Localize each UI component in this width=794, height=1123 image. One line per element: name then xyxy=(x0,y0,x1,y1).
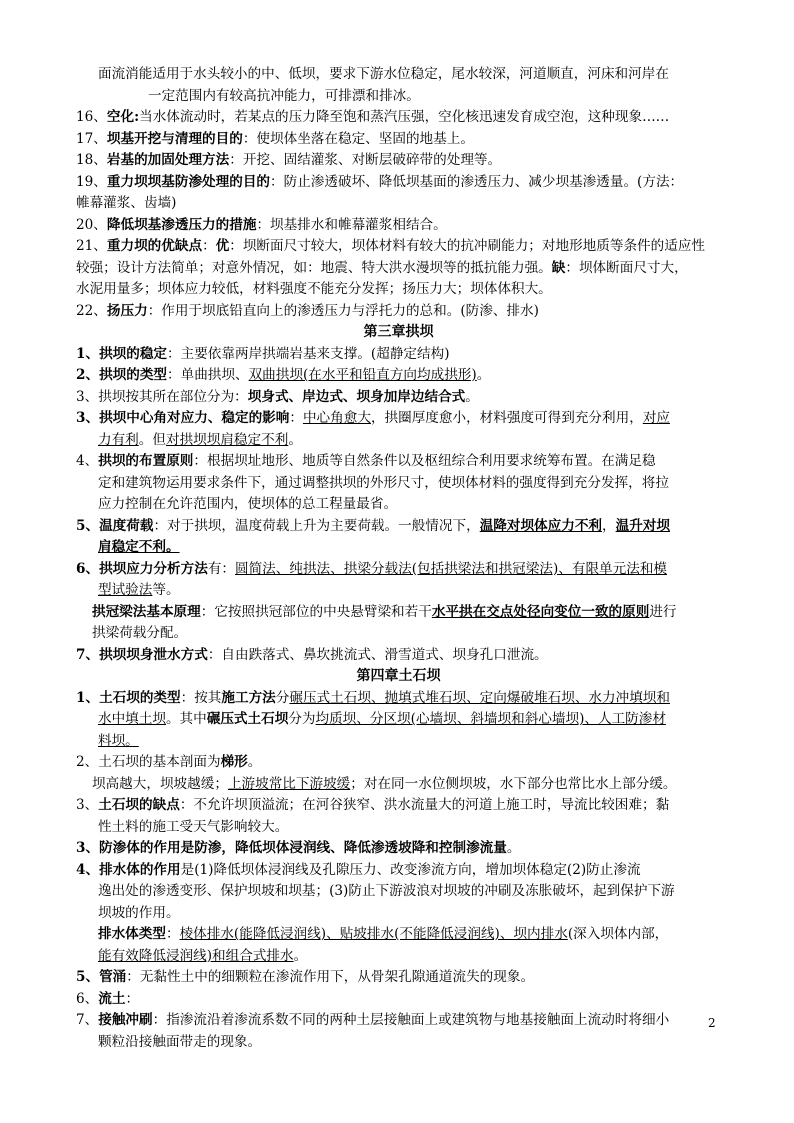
text-line xyxy=(76,107,721,129)
text-run: 7、 xyxy=(76,1012,99,1028)
text-run: 坝坡的作用。 xyxy=(98,904,180,921)
text-run: 第三章拱坝 xyxy=(363,324,434,340)
text-run: 有： xyxy=(207,560,235,577)
text-run: ：单曲拱坝、 xyxy=(167,367,249,383)
text-run: ：坝断面尺寸较大，坝体材料有较大的抗冲刷能力；对地形地质等条件的适应性 xyxy=(229,238,706,254)
text-run: 降低坝基渗透压力的措施 xyxy=(106,216,257,233)
text-run: 中心角愈大 xyxy=(302,410,371,426)
text-run: 均质坝、分区坝(心墙坝、斜墙坝和斜心墙坝)、人工防渗材 xyxy=(315,711,666,727)
text-run: 逸出处的渗透变形、保护坝坡和坝基；(3)防止下游波浪对坝坡的冲刷及冻胀破坏，起到保护下游 xyxy=(98,883,675,899)
text-run: 排水体类型 xyxy=(98,926,166,942)
text-run: ：开挖、固结灌浆、对断层破碎带的处理等。 xyxy=(229,152,502,168)
text-run: 。 xyxy=(465,388,479,405)
text-run: 6、 xyxy=(76,990,99,1007)
text-run: 。 xyxy=(476,367,491,383)
text-run: 4、 xyxy=(76,861,100,878)
text-run: 16、 xyxy=(76,109,107,125)
text-run: 扬压力 xyxy=(106,302,148,319)
text-run: 圆简法、纯拱法、拱梁分载法(包括拱梁法和拱冠梁法)、有限单元法和模 xyxy=(235,560,668,577)
text-run: 等。 xyxy=(152,582,180,598)
text-run: 上游坡常比下游坡缓 xyxy=(227,775,351,792)
text-line xyxy=(76,86,721,108)
text-run: 坝基开挖与清理的目的 xyxy=(106,130,243,147)
text-run: 缺 xyxy=(551,259,566,276)
text-run: ：使坝体坐落在稳定、坚固的地基上。 xyxy=(242,130,474,147)
text-run: 施工方法 xyxy=(221,689,276,706)
text-run: 帷幕灌浆、齿墙) xyxy=(76,195,177,211)
text-run: 拱坝坝身泄水方式 xyxy=(99,646,208,663)
text-run: 进行 xyxy=(649,603,677,620)
text-line xyxy=(76,946,721,968)
text-run: ， xyxy=(602,517,616,534)
text-run: 分为 xyxy=(288,711,316,727)
text-line xyxy=(76,580,721,602)
text-run: 拱坝的布置原则 xyxy=(98,453,194,469)
text-run: ：指渗流沿着渗流系数不同的两种土层接触面上或建筑物与地基接触面上流动时将细小 xyxy=(152,1012,670,1028)
text-line xyxy=(76,408,721,430)
text-run: ： xyxy=(289,410,303,426)
text-run: 1、 xyxy=(76,345,100,362)
text-run: 水平拱在交点处径向变位一致的原则 xyxy=(431,603,650,620)
text-run: ：防止渗透破坏、降低坝基面的渗透压力、减少坝基渗透量。(方法： xyxy=(270,173,684,190)
text-line xyxy=(76,172,721,194)
text-line xyxy=(76,322,721,344)
text-run: 拱坝的稳定 xyxy=(99,345,168,362)
text-run: 坝高越大，坝坡越缓； xyxy=(92,775,228,792)
text-run: 3、拱坝按其所在部位分为： xyxy=(76,388,248,405)
text-line xyxy=(76,688,721,710)
text-run: ：无黏性土中的细颗粒在渗流作用下，从骨架孔隙通道流失的现象。 xyxy=(126,969,535,985)
text-run: 21、 xyxy=(76,238,107,254)
text-run: (深入坝体内部， xyxy=(567,926,669,942)
text-line xyxy=(76,537,721,559)
text-run: 温降对坝体应力不利 xyxy=(479,517,603,534)
text-run: 3、 xyxy=(76,797,99,813)
text-line xyxy=(76,709,721,731)
text-run: ：坝基排水和帷幕灌浆相结合。 xyxy=(256,216,447,233)
text-run: 第四章土石坝 xyxy=(356,668,441,684)
text-run: 2、 xyxy=(76,367,100,383)
text-run: 管涌 xyxy=(99,969,127,985)
text-run: 。 xyxy=(288,431,302,448)
text-run: ：主要依靠两岸拱端岩基来支撑。(超静定结构) xyxy=(167,345,450,362)
text-run: 梯形 xyxy=(220,754,248,770)
text-run: 水中填土坝 xyxy=(98,711,166,727)
text-run: 重力坝坝基防渗处理的目的 xyxy=(106,173,271,190)
text-run: 料坝。 xyxy=(98,732,139,749)
text-run: 温升对坝 xyxy=(615,517,670,534)
text-run: 7、 xyxy=(76,646,100,663)
text-run: 17、 xyxy=(76,130,107,147)
text-run: 分 xyxy=(275,689,290,706)
text-run: 22、 xyxy=(76,302,107,319)
text-line xyxy=(76,602,721,624)
text-run: 是(1)降低坝体浸润线及孔隙压力、改变渗流方向，增加坝体稳定(2)防止渗流 xyxy=(180,861,641,878)
text-line xyxy=(76,903,721,925)
text-run: 能有效降低浸润线)和组合式排水 xyxy=(98,947,294,964)
text-run: 定和建筑物运用要求条件下，通过调整拱坝的外形尺寸，使坝体材料的强度得到充分发挥，将拉 xyxy=(98,474,669,491)
text-run: ，拱圈厚度愈小，材料强度可得到充分利用， xyxy=(370,410,643,426)
text-line xyxy=(76,258,721,280)
text-run: 拱梁荷载分配。 xyxy=(92,625,188,641)
text-run: 较强；设计方法简单；对意外情况，如：地震、特大洪水漫坝等的抵抗能力强。 xyxy=(76,259,552,276)
text-run: 力有利 xyxy=(98,431,139,448)
text-run: 型试验法 xyxy=(98,582,153,598)
text-run: ：作用于坝底铅直向上的渗透压力与浮托力的总和。(防渗、排水) xyxy=(147,302,539,319)
text-run: ：它按照拱冠部位的中央悬臂梁和若干 xyxy=(200,603,432,620)
text-run: 适用于水头较小的中、低坝，要求下游水位稳定，尾水较深，河道顺直，河床和河岸在 xyxy=(152,66,669,82)
text-line xyxy=(76,215,721,237)
text-line xyxy=(76,365,721,387)
text-run: 3、 xyxy=(76,410,100,426)
text-run: ： xyxy=(202,238,216,254)
text-run: 应力控制在允许范围内，使坝体的总工程量最省。 xyxy=(98,496,398,512)
text-line xyxy=(76,860,721,882)
text-run: 5、 xyxy=(76,517,100,534)
text-run: 拱坝的类型 xyxy=(99,367,168,383)
text-run: 一定范围内有较高抗冲能力，可排漂和排冰。 xyxy=(148,87,420,104)
text-line xyxy=(76,279,721,301)
text-run: 对拱坝坝肩稳定不利 xyxy=(165,431,289,448)
text-line xyxy=(76,881,721,903)
text-run: ： xyxy=(165,926,180,942)
text-run: ；对在同一水位侧坝坡，水下部分也常比水上部分缓。 xyxy=(350,775,677,792)
text-line xyxy=(76,623,721,645)
text-line xyxy=(76,451,721,473)
text-run: 双曲拱坝(在水平和铅直方向均成拱形) xyxy=(248,367,477,383)
text-line xyxy=(76,344,721,366)
text-run: 2、土石坝的基本剖面为 xyxy=(76,754,221,770)
text-run: 。 xyxy=(247,754,262,770)
text-line xyxy=(76,774,721,796)
text-run: 碾压式土石坝、抛填式堆石坝、定向爆破堆石坝、水力冲填坝和 xyxy=(289,689,670,706)
text-run: ：坝体断面尺寸大， xyxy=(565,259,688,276)
text-run: 1、 xyxy=(76,689,100,706)
text-run: ： xyxy=(125,990,140,1007)
document-body xyxy=(76,64,721,1053)
text-line xyxy=(76,731,721,753)
text-run: 对应 xyxy=(642,410,670,426)
text-line xyxy=(76,473,721,495)
text-run: 。 xyxy=(293,947,308,964)
text-line xyxy=(76,494,721,516)
text-run: 5、 xyxy=(76,969,100,985)
text-line xyxy=(76,645,721,667)
text-run: 4、 xyxy=(76,453,99,469)
text-run: ：根据坝址地形、地质等自然条件以及枢纽综合利用要求统筹布置。在满足稳 xyxy=(193,453,656,469)
text-line xyxy=(76,193,721,215)
text-line xyxy=(76,967,721,989)
page-number: 2 xyxy=(708,1016,716,1030)
text-line xyxy=(76,430,721,452)
text-run: 。 xyxy=(506,840,521,856)
text-line xyxy=(76,1032,721,1054)
text-run: 拱坝应力分析方法 xyxy=(99,560,208,577)
text-line xyxy=(76,989,721,1011)
text-run: 肩稳定不利。 xyxy=(98,539,180,555)
text-line xyxy=(76,301,721,323)
text-line xyxy=(76,1010,721,1032)
text-run: 土石坝的类型 xyxy=(99,689,181,706)
text-run: 棱体排水(能降低浸润线)、贴坡排水(不能降低浸润线)、坝内排水 xyxy=(179,926,568,942)
text-run: 岩基的加固处理方法 xyxy=(106,152,230,168)
text-run: 空化: xyxy=(106,109,140,125)
text-line xyxy=(76,666,721,688)
text-line xyxy=(76,64,721,86)
text-run: 3、防渗体的作用是防渗，降低坝体浸润线、降低渗透坡降和控制渗流量 xyxy=(76,840,507,856)
text-line xyxy=(76,752,721,774)
text-line xyxy=(76,795,721,817)
text-run: 温度荷载 xyxy=(99,517,154,534)
text-run: ：对于拱坝，温度荷载上升为主要荷载。一般情况下， xyxy=(153,517,480,534)
text-run: 。其中 xyxy=(165,711,207,727)
text-run: ：不允许坝顶溢流；在河谷狭窄、洪水流量大的河道上施工时，导流比较困难；黏 xyxy=(179,797,670,813)
text-run: 面流消能 xyxy=(98,66,153,82)
text-run: 接触冲刷 xyxy=(98,1012,153,1028)
text-run: ：按其 xyxy=(180,689,222,706)
text-run: 土石坝的缺点 xyxy=(98,797,180,813)
text-run: 当水体流动时，若某点的压力降至饱和蒸汽压强，空化核迅速发育成空泡，这种现象…… xyxy=(139,109,670,125)
text-run: 优 xyxy=(215,238,230,254)
text-line xyxy=(76,817,721,839)
text-run: 。但 xyxy=(138,431,166,448)
text-run: 碾压式土石坝 xyxy=(206,711,289,727)
text-line xyxy=(76,236,721,258)
text-line xyxy=(76,387,721,409)
text-run: 排水体的作用 xyxy=(99,861,181,878)
text-run: ：自由跌落式、鼻坎挑流式、滑雪道式、坝身孔口泄流。 xyxy=(207,646,548,663)
text-run: 水泥用量多；坝体应力较低，材料强度不能充分发挥；扬压力大；坝体体积大。 xyxy=(76,281,552,297)
text-run: 颗粒沿接触面带走的现象。 xyxy=(98,1033,262,1050)
text-line xyxy=(76,516,721,538)
text-run: 坝身式、岸边式、坝身加岸边结合式 xyxy=(247,388,466,405)
text-run: 6、 xyxy=(76,560,100,577)
text-run: 19、 xyxy=(76,173,107,190)
text-run: 20、 xyxy=(76,216,107,233)
text-line xyxy=(76,924,721,946)
text-run: 18、 xyxy=(76,152,107,168)
text-run: 性土料的施工受天气影响较大。 xyxy=(98,818,289,835)
text-line xyxy=(76,559,721,581)
text-run: 重力坝的优缺点 xyxy=(106,238,203,254)
text-line xyxy=(76,838,721,860)
text-run: 流土 xyxy=(98,990,126,1007)
text-line xyxy=(76,129,721,151)
text-run: 拱坝中心角对应力、稳定的影响 xyxy=(99,410,290,426)
text-run: 拱冠梁法基本原理 xyxy=(92,603,201,620)
text-line xyxy=(76,150,721,172)
